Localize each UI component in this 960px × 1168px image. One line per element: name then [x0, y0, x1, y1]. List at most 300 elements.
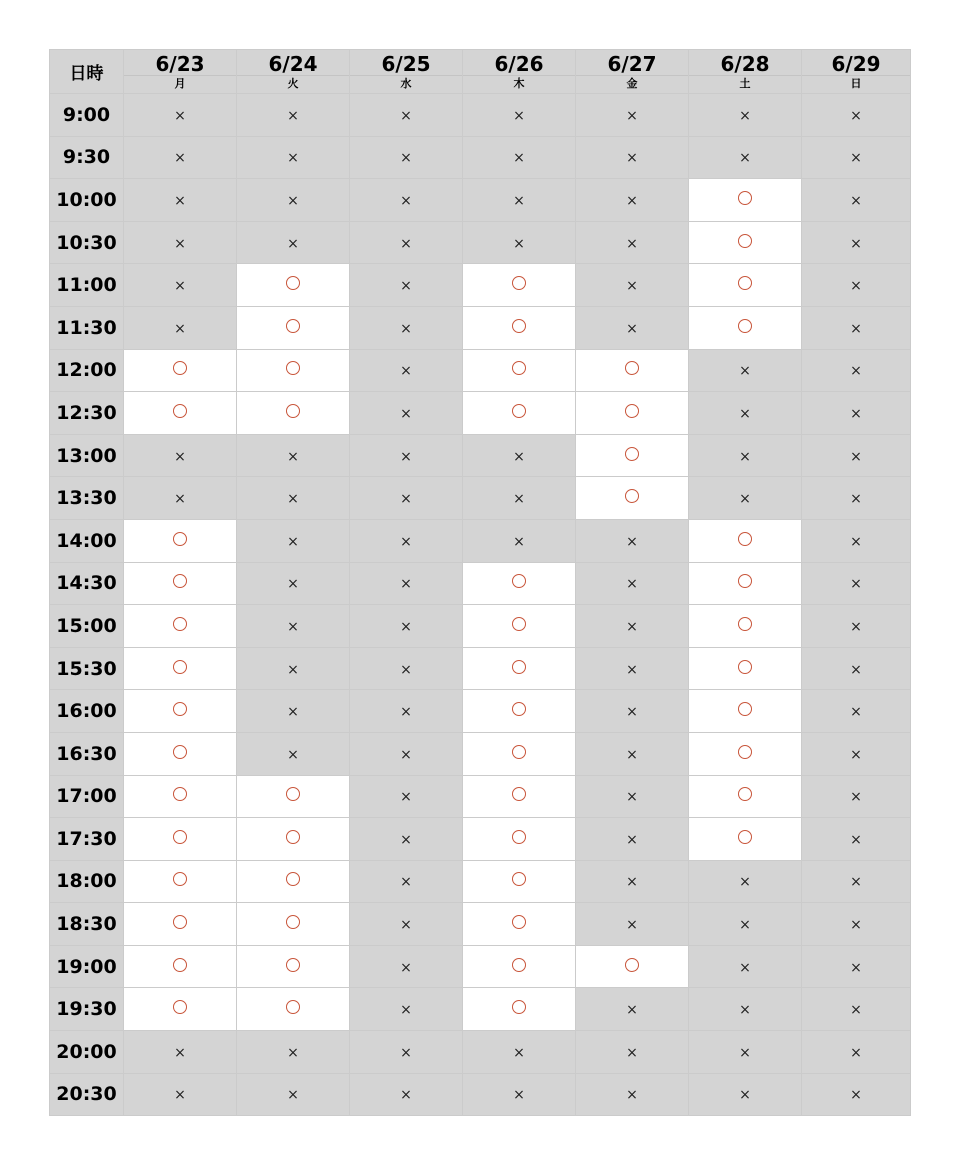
table-row	[50, 477, 911, 520]
table-row	[50, 818, 911, 861]
unavailable-cross-icon: ×	[850, 917, 862, 934]
slot-unavailable	[350, 94, 463, 137]
table-row	[50, 136, 911, 179]
time-label: 14:00	[50, 519, 124, 562]
unavailable-cross-icon: ×	[400, 150, 412, 167]
unavailable-cross-icon: ×	[626, 789, 638, 806]
time-label: 16:00	[50, 690, 124, 733]
slot-unavailable	[350, 1073, 463, 1116]
unavailable-cross-icon: ×	[850, 789, 862, 806]
available-circle-icon	[512, 915, 526, 929]
unavailable-cross-icon: ×	[400, 448, 412, 465]
slot-unavailable	[802, 562, 911, 605]
slot-unavailable	[802, 945, 911, 988]
unavailable-cross-icon: ×	[400, 789, 412, 806]
day-weekday: 木	[513, 76, 525, 90]
slot-unavailable	[802, 94, 911, 137]
available-circle-icon	[286, 404, 300, 418]
day-date: 6/29	[831, 51, 881, 76]
unavailable-cross-icon: ×	[626, 107, 638, 124]
slot-unavailable	[689, 392, 802, 435]
slot-unavailable	[802, 306, 911, 349]
table-row	[50, 1073, 911, 1116]
slot-unavailable	[802, 434, 911, 477]
slot-available	[689, 562, 802, 605]
unavailable-cross-icon: ×	[400, 618, 412, 635]
available-circle-icon	[173, 915, 187, 929]
unavailable-cross-icon: ×	[174, 320, 186, 337]
slot-available	[237, 988, 350, 1031]
time-label: 10:30	[50, 221, 124, 264]
day-weekday: 水	[400, 76, 412, 90]
slot-available	[463, 903, 576, 946]
slot-available	[237, 264, 350, 307]
corner-label: 日時	[50, 50, 124, 94]
unavailable-cross-icon: ×	[850, 661, 862, 678]
slot-unavailable	[237, 221, 350, 264]
unavailable-cross-icon: ×	[850, 320, 862, 337]
slot-available	[237, 349, 350, 392]
slot-unavailable	[350, 519, 463, 562]
available-circle-icon	[625, 489, 639, 503]
available-circle-icon	[173, 660, 187, 674]
slot-unavailable	[237, 1073, 350, 1116]
slot-unavailable	[689, 94, 802, 137]
slot-available	[463, 690, 576, 733]
unavailable-cross-icon: ×	[400, 278, 412, 295]
slot-unavailable	[463, 1031, 576, 1074]
unavailable-cross-icon: ×	[513, 491, 525, 508]
available-circle-icon	[512, 319, 526, 333]
day-weekday: 日	[850, 76, 862, 90]
slot-unavailable	[350, 732, 463, 775]
slot-unavailable	[576, 519, 689, 562]
unavailable-cross-icon: ×	[400, 320, 412, 337]
slot-unavailable	[463, 1073, 576, 1116]
unavailable-cross-icon: ×	[513, 192, 525, 209]
unavailable-cross-icon: ×	[850, 959, 862, 976]
slot-unavailable	[689, 988, 802, 1031]
slot-unavailable	[350, 221, 463, 264]
unavailable-cross-icon: ×	[400, 107, 412, 124]
unavailable-cross-icon: ×	[400, 533, 412, 550]
slot-unavailable	[463, 434, 576, 477]
slot-available	[689, 690, 802, 733]
table-row	[50, 264, 911, 307]
unavailable-cross-icon: ×	[287, 661, 299, 678]
available-circle-icon	[512, 574, 526, 588]
slot-unavailable	[576, 264, 689, 307]
slot-unavailable	[576, 306, 689, 349]
slot-unavailable	[689, 1073, 802, 1116]
unavailable-cross-icon: ×	[400, 917, 412, 934]
available-circle-icon	[173, 702, 187, 716]
slot-available	[463, 732, 576, 775]
slot-unavailable	[463, 477, 576, 520]
slot-unavailable	[802, 605, 911, 648]
slot-available	[237, 903, 350, 946]
slot-available	[689, 179, 802, 222]
table-row	[50, 562, 911, 605]
slot-unavailable	[802, 477, 911, 520]
unavailable-cross-icon: ×	[287, 576, 299, 593]
slot-unavailable	[576, 860, 689, 903]
table-row	[50, 860, 911, 903]
slot-unavailable	[350, 136, 463, 179]
unavailable-cross-icon: ×	[850, 746, 862, 763]
slot-available	[463, 945, 576, 988]
unavailable-cross-icon: ×	[174, 1044, 186, 1061]
slot-available	[689, 221, 802, 264]
unavailable-cross-icon: ×	[626, 917, 638, 934]
available-circle-icon	[173, 404, 187, 418]
available-circle-icon	[512, 276, 526, 290]
unavailable-cross-icon: ×	[400, 363, 412, 380]
table-row	[50, 988, 911, 1031]
slot-unavailable	[237, 179, 350, 222]
slot-available	[237, 306, 350, 349]
slot-available	[463, 605, 576, 648]
slot-unavailable	[802, 860, 911, 903]
available-circle-icon	[286, 276, 300, 290]
time-label: 18:30	[50, 903, 124, 946]
unavailable-cross-icon: ×	[174, 278, 186, 295]
available-circle-icon	[512, 958, 526, 972]
unavailable-cross-icon: ×	[513, 448, 525, 465]
available-circle-icon	[286, 361, 300, 375]
unavailable-cross-icon: ×	[850, 150, 862, 167]
unavailable-cross-icon: ×	[626, 533, 638, 550]
day-header	[237, 50, 350, 94]
table-row	[50, 434, 911, 477]
slot-unavailable	[350, 1031, 463, 1074]
available-circle-icon	[173, 958, 187, 972]
time-label: 10:00	[50, 179, 124, 222]
day-header	[576, 50, 689, 94]
table-row	[50, 903, 911, 946]
unavailable-cross-icon: ×	[287, 746, 299, 763]
slot-unavailable	[237, 562, 350, 605]
table-row	[50, 775, 911, 818]
table-row	[50, 519, 911, 562]
slot-unavailable	[463, 179, 576, 222]
slot-unavailable	[802, 818, 911, 861]
unavailable-cross-icon: ×	[174, 192, 186, 209]
slot-unavailable	[802, 1031, 911, 1074]
time-label: 14:30	[50, 562, 124, 605]
table-row	[50, 306, 911, 349]
unavailable-cross-icon: ×	[400, 491, 412, 508]
slot-unavailable	[576, 818, 689, 861]
day-header	[463, 50, 576, 94]
slot-unavailable	[350, 562, 463, 605]
slot-available	[689, 264, 802, 307]
slot-unavailable	[576, 562, 689, 605]
time-label: 12:00	[50, 349, 124, 392]
slot-unavailable	[350, 988, 463, 1031]
table-row	[50, 392, 911, 435]
slot-available	[237, 818, 350, 861]
time-label: 13:00	[50, 434, 124, 477]
unavailable-cross-icon: ×	[287, 235, 299, 252]
slot-unavailable	[124, 477, 237, 520]
slot-available	[576, 477, 689, 520]
unavailable-cross-icon: ×	[287, 1087, 299, 1104]
slot-unavailable	[124, 1073, 237, 1116]
header-row	[50, 50, 911, 94]
available-circle-icon	[512, 872, 526, 886]
slot-available	[463, 818, 576, 861]
unavailable-cross-icon: ×	[850, 618, 862, 635]
slot-available	[124, 732, 237, 775]
time-label: 15:30	[50, 647, 124, 690]
available-circle-icon	[173, 787, 187, 801]
unavailable-cross-icon: ×	[400, 746, 412, 763]
table-row	[50, 732, 911, 775]
table-row	[50, 690, 911, 733]
slot-unavailable	[802, 775, 911, 818]
slot-unavailable	[350, 392, 463, 435]
available-circle-icon	[286, 787, 300, 801]
slot-unavailable	[124, 136, 237, 179]
slot-unavailable	[350, 945, 463, 988]
slot-unavailable	[802, 647, 911, 690]
unavailable-cross-icon: ×	[174, 448, 186, 465]
slot-unavailable	[124, 94, 237, 137]
day-date: 6/27	[607, 51, 657, 76]
slot-unavailable	[576, 605, 689, 648]
slot-unavailable	[802, 732, 911, 775]
available-circle-icon	[512, 404, 526, 418]
unavailable-cross-icon: ×	[287, 1044, 299, 1061]
table-row	[50, 945, 911, 988]
slot-available	[463, 562, 576, 605]
available-circle-icon	[625, 447, 639, 461]
available-circle-icon	[738, 830, 752, 844]
unavailable-cross-icon: ×	[626, 1002, 638, 1019]
unavailable-cross-icon: ×	[400, 192, 412, 209]
time-label: 11:00	[50, 264, 124, 307]
table-row	[50, 1031, 911, 1074]
available-circle-icon	[512, 787, 526, 801]
unavailable-cross-icon: ×	[850, 278, 862, 295]
time-label: 19:30	[50, 988, 124, 1031]
unavailable-cross-icon: ×	[739, 405, 751, 422]
day-date: 6/25	[381, 51, 431, 76]
unavailable-cross-icon: ×	[850, 448, 862, 465]
unavailable-cross-icon: ×	[400, 959, 412, 976]
unavailable-cross-icon: ×	[739, 1044, 751, 1061]
unavailable-cross-icon: ×	[850, 533, 862, 550]
available-circle-icon	[286, 872, 300, 886]
unavailable-cross-icon: ×	[287, 618, 299, 635]
slot-unavailable	[237, 519, 350, 562]
slot-available	[124, 818, 237, 861]
slot-unavailable	[802, 179, 911, 222]
unavailable-cross-icon: ×	[400, 576, 412, 593]
available-circle-icon	[738, 787, 752, 801]
slot-unavailable	[576, 136, 689, 179]
unavailable-cross-icon: ×	[400, 874, 412, 891]
available-circle-icon	[738, 745, 752, 759]
slot-unavailable	[124, 264, 237, 307]
unavailable-cross-icon: ×	[850, 1044, 862, 1061]
unavailable-cross-icon: ×	[174, 1087, 186, 1104]
day-date: 6/28	[720, 51, 770, 76]
available-circle-icon	[738, 617, 752, 631]
slot-available	[463, 860, 576, 903]
time-label: 11:30	[50, 306, 124, 349]
slot-unavailable	[237, 477, 350, 520]
slot-unavailable	[124, 179, 237, 222]
unavailable-cross-icon: ×	[739, 150, 751, 167]
slot-unavailable	[689, 903, 802, 946]
day-header	[350, 50, 463, 94]
available-circle-icon	[286, 319, 300, 333]
slot-unavailable	[124, 1031, 237, 1074]
unavailable-cross-icon: ×	[626, 576, 638, 593]
slot-available	[689, 732, 802, 775]
slot-unavailable	[237, 136, 350, 179]
slot-available	[689, 306, 802, 349]
slot-available	[237, 860, 350, 903]
slot-unavailable	[124, 434, 237, 477]
unavailable-cross-icon: ×	[287, 491, 299, 508]
unavailable-cross-icon: ×	[626, 320, 638, 337]
slot-available	[124, 349, 237, 392]
available-circle-icon	[512, 660, 526, 674]
available-circle-icon	[173, 872, 187, 886]
slot-unavailable	[689, 860, 802, 903]
slot-available	[689, 818, 802, 861]
table-row	[50, 221, 911, 264]
available-circle-icon	[738, 234, 752, 248]
slot-available	[237, 775, 350, 818]
time-label: 17:00	[50, 775, 124, 818]
available-circle-icon	[286, 1000, 300, 1014]
available-circle-icon	[625, 958, 639, 972]
available-circle-icon	[512, 361, 526, 375]
unavailable-cross-icon: ×	[850, 491, 862, 508]
slot-unavailable	[350, 860, 463, 903]
unavailable-cross-icon: ×	[174, 107, 186, 124]
slot-unavailable	[350, 434, 463, 477]
day-date: 6/23	[155, 51, 205, 76]
unavailable-cross-icon: ×	[850, 704, 862, 721]
time-label: 16:30	[50, 732, 124, 775]
unavailable-cross-icon: ×	[287, 533, 299, 550]
available-circle-icon	[738, 574, 752, 588]
day-date: 6/24	[268, 51, 318, 76]
unavailable-cross-icon: ×	[626, 618, 638, 635]
available-circle-icon	[173, 1000, 187, 1014]
slot-available	[124, 519, 237, 562]
unavailable-cross-icon: ×	[739, 874, 751, 891]
available-circle-icon	[625, 361, 639, 375]
slot-unavailable	[689, 477, 802, 520]
available-circle-icon	[738, 660, 752, 674]
unavailable-cross-icon: ×	[287, 150, 299, 167]
unavailable-cross-icon: ×	[626, 278, 638, 295]
slot-unavailable	[802, 264, 911, 307]
slot-available	[689, 605, 802, 648]
unavailable-cross-icon: ×	[400, 1087, 412, 1104]
slot-unavailable	[576, 732, 689, 775]
unavailable-cross-icon: ×	[513, 107, 525, 124]
slot-available	[124, 945, 237, 988]
unavailable-cross-icon: ×	[174, 491, 186, 508]
slot-available	[124, 562, 237, 605]
time-label: 20:00	[50, 1031, 124, 1074]
slot-available	[576, 434, 689, 477]
time-label: 20:30	[50, 1073, 124, 1116]
slot-unavailable	[802, 519, 911, 562]
unavailable-cross-icon: ×	[400, 704, 412, 721]
slot-unavailable	[124, 306, 237, 349]
time-label: 15:00	[50, 605, 124, 648]
unavailable-cross-icon: ×	[850, 405, 862, 422]
unavailable-cross-icon: ×	[400, 235, 412, 252]
unavailable-cross-icon: ×	[287, 107, 299, 124]
slot-available	[463, 349, 576, 392]
time-label: 19:00	[50, 945, 124, 988]
available-circle-icon	[512, 617, 526, 631]
slot-unavailable	[689, 945, 802, 988]
available-circle-icon	[173, 361, 187, 375]
available-circle-icon	[738, 191, 752, 205]
slot-available	[124, 392, 237, 435]
slot-available	[689, 519, 802, 562]
slot-unavailable	[576, 775, 689, 818]
day-weekday: 土	[739, 76, 751, 90]
available-circle-icon	[512, 1000, 526, 1014]
unavailable-cross-icon: ×	[400, 1044, 412, 1061]
available-circle-icon	[738, 702, 752, 716]
slot-available	[237, 392, 350, 435]
slot-unavailable	[576, 988, 689, 1031]
slot-available	[463, 988, 576, 1031]
day-weekday: 火	[287, 76, 299, 90]
unavailable-cross-icon: ×	[287, 192, 299, 209]
slot-available	[463, 306, 576, 349]
slot-available	[124, 988, 237, 1031]
available-circle-icon	[173, 745, 187, 759]
slot-unavailable	[802, 221, 911, 264]
slot-unavailable	[237, 1031, 350, 1074]
available-circle-icon	[512, 702, 526, 716]
slot-unavailable	[689, 349, 802, 392]
availability-table	[49, 49, 911, 1116]
unavailable-cross-icon: ×	[174, 150, 186, 167]
slot-unavailable	[124, 221, 237, 264]
unavailable-cross-icon: ×	[513, 150, 525, 167]
unavailable-cross-icon: ×	[739, 363, 751, 380]
slot-unavailable	[350, 690, 463, 733]
available-circle-icon	[173, 574, 187, 588]
slot-available	[576, 945, 689, 988]
unavailable-cross-icon: ×	[400, 1002, 412, 1019]
day-header	[124, 50, 237, 94]
unavailable-cross-icon: ×	[626, 874, 638, 891]
slot-unavailable	[350, 306, 463, 349]
available-circle-icon	[738, 319, 752, 333]
table-row	[50, 179, 911, 222]
slot-available	[689, 775, 802, 818]
unavailable-cross-icon: ×	[513, 235, 525, 252]
unavailable-cross-icon: ×	[626, 192, 638, 209]
unavailable-cross-icon: ×	[850, 107, 862, 124]
day-date: 6/26	[494, 51, 544, 76]
